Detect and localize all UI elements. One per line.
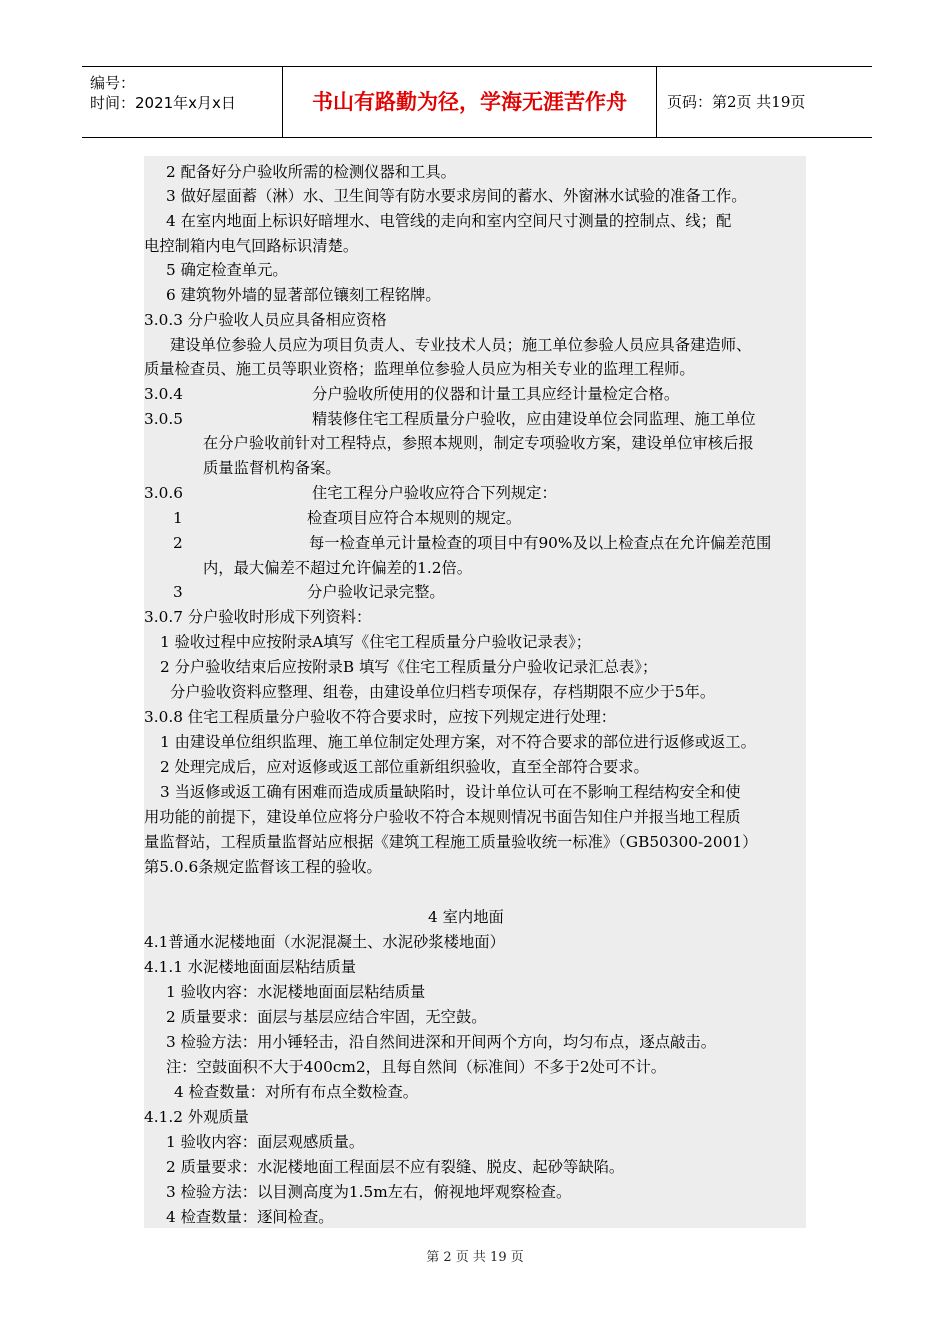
time-label: 时间：2021年x月x日 [90,94,236,112]
body-line: 1 验收过程中应按附录A填写《住宅工程质量分户验收记录表》； [160,633,592,651]
body-line: 5 确定检查单元。 [166,261,288,279]
body-line: 精装修住宅工程质量分户验收，应由建设单位会同监理、施工单位 [312,410,756,428]
body-line: 在分户验收前针对工程特点，参照本规则，制定专项验收方案，建设单位审核后报 [203,434,754,452]
section-heading: 4.1.1 水泥楼地面面层粘结质量 [144,958,357,976]
body-line: 分户验收所使用的仪器和计量工具应经计量检定合格。 [312,385,680,403]
body-line: 分户验收记录完整。 [307,583,445,601]
body-line: 2 处理完成后，应对返修或返工部位重新组织验收，直至全部符合要求。 [160,758,649,776]
item-number: 2 [173,534,183,552]
body-line: 第5.0.6条规定监督该工程的验收。 [144,858,382,876]
section-number: 3.0.5 [144,410,183,428]
body-line: 2 质量要求：水泥楼地面工程面层不应有裂缝、脱皮、起砂等缺陷。 [166,1158,625,1176]
body-line: 4 检查数量：对所有布点全数检查。 [174,1083,419,1101]
body-line: 住宅工程分户验收应符合下列规定： [312,484,557,502]
body-line: 1 验收内容：面层观感质量。 [166,1133,365,1151]
body-line: 2 分户验收结束后应按附录B 填写《住宅工程质量分户验收记录汇总表》； [160,658,658,676]
body-line: 3 做好屋面蓄（淋）水、卫生间等有防水要求房间的蓄水、外窗淋水试验的准备工作。 [166,187,747,205]
page-header [82,66,872,138]
page-footer: 第 2 页 共 19 页 [426,1250,524,1265]
body-line: 1 验收内容：水泥楼地面面层粘结质量 [166,983,426,1001]
body-line: 4 在室内地面上标识好暗埋水、电管线的走向和室内空间尺寸测量的控制点、线；配 [166,212,732,230]
chapter-heading: 4 室内地面 [428,908,504,926]
page-info: 页码：第2页 共19页 [667,93,806,111]
item-number: 1 [173,509,183,527]
body-line: 检查项目应符合本规则的规定。 [307,509,522,527]
body-line: 内，最大偏差不超过允许偏差的1.2倍。 [203,559,473,577]
body-line: 量监督站，工程质量监督站应根据《建筑工程施工质量验收统一标准》（GB50300-2001） [144,833,758,851]
body-line: 2 质量要求：面层与基层应结合牢固，无空鼓。 [166,1008,487,1026]
motto: 书山有路勤为径，学海无涯苦作舟 [283,67,657,137]
body-line: 电控制箱内电气回路标识清楚。 [144,237,359,255]
section-heading: 4.1.2 外观质量 [144,1108,249,1126]
body-line: 分户验收资料应整理、组卷，由建设单位归档专项保存，存档期限不应少于5年。 [170,683,716,701]
body-line: 每一检查单元计量检查的项目中有90%及以上检查点在允许偏差范围 [309,534,772,552]
section-heading: 3.0.7 分户验收时形成下列资料： [144,608,372,626]
body-line: 4 检查数量：逐间检查。 [166,1208,334,1226]
body-line: 2 配备好分户验收所需的检测仪器和工具。 [166,163,456,181]
body-line: 3 当返修或返工确有困难而造成质量缺陷时，设计单位认可在不影响工程结构安全和使 [160,783,741,801]
section-heading: 4.1普通水泥楼地面（水泥混凝土、水泥砂浆楼地面） [144,933,505,951]
section-heading: 3.0.3 分户验收人员应具备相应资格 [144,311,387,329]
body-line: 质量检查员、施工员等职业资格；监理单位参验人员应为相关专业的监理工程师。 [144,360,695,378]
section-heading: 3.0.8 住宅工程质量分户验收不符合要求时，应按下列规定进行处理： [144,708,617,726]
header-left-cell [82,67,283,137]
section-number: 3.0.4 [144,385,183,403]
body-line: 用功能的前提下，建设单位应将分户验收不符合本规则情况书面告知住户并报当地工程质 [144,808,741,826]
body-line: 质量监督机构备案。 [203,459,341,477]
section-number: 3.0.6 [144,484,183,502]
body-line: 3 检验方法：以目测高度为1.5m左右，俯视地坪观察检查。 [166,1183,572,1201]
body-line: 建设单位参验人员应为项目负责人、专业技术人员；施工单位参验人员应具备建造师、 [170,336,752,354]
body-line: 3 检验方法：用小锤轻击，沿自然间进深和开间两个方向，均匀布点，逐点敲击。 [166,1033,716,1051]
note-line: 注：空鼓面积不大于400cm2，且每自然间（标准间）不多于2处可不计。 [166,1058,667,1076]
body-line: 1 由建设单位组织监理、施工单位制定处理方案，对不符合要求的部位进行返修或返工。 [160,733,756,751]
body-line: 6 建筑物外墙的显著部位镶刻工程铭牌。 [166,286,441,304]
item-number: 3 [173,583,183,601]
number-label: 编号： [90,74,136,92]
